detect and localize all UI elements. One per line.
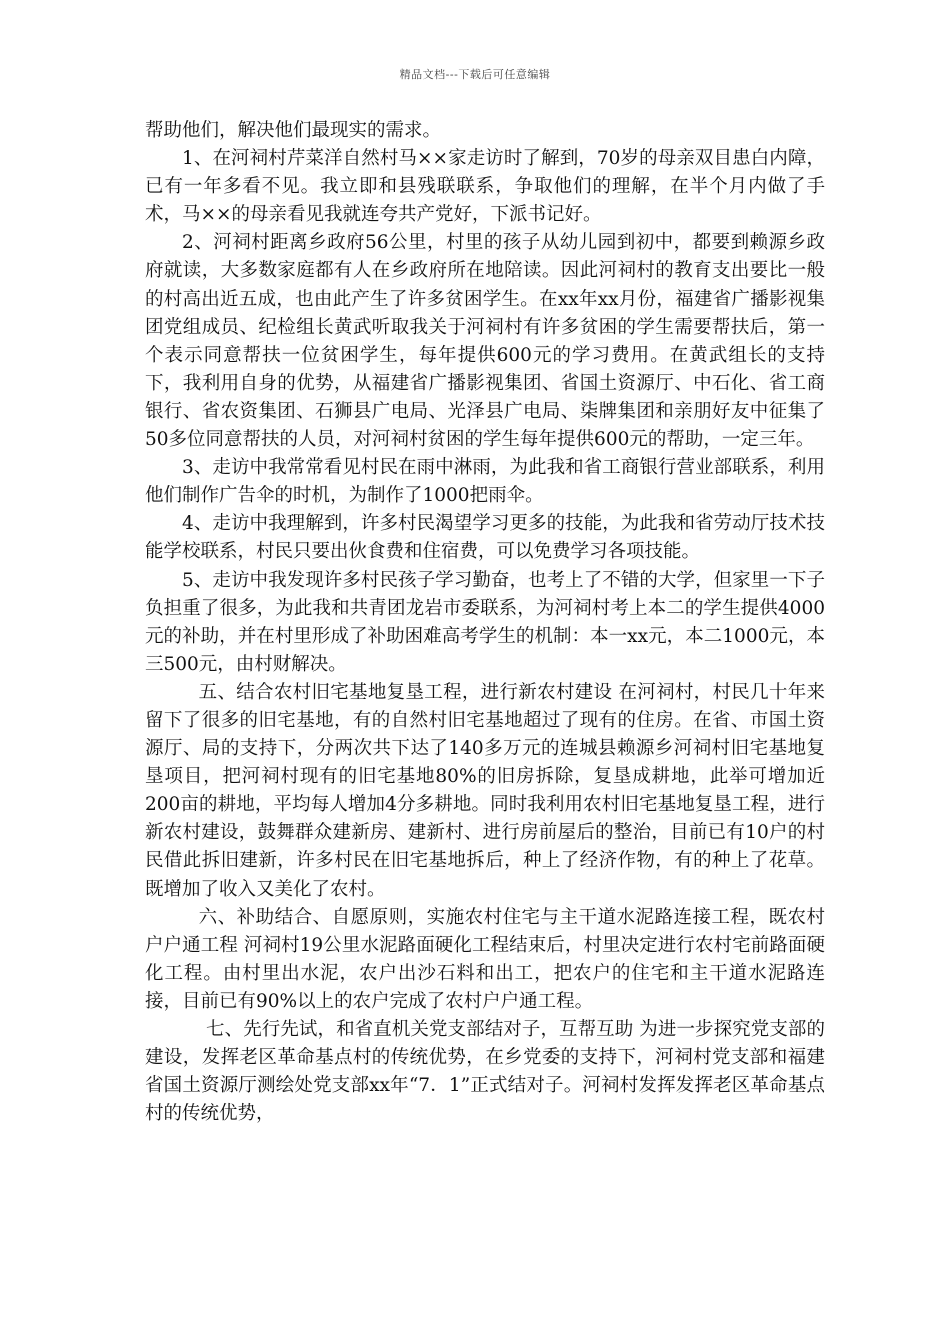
paragraph-item-4: 4、走访中我理解到，许多村民渴望学习更多的技能，为此我和省劳动厅技术技能学校联系，村民只要出伙食费和住宿费，可以免费学习各项技能。	[145, 513, 825, 563]
paragraph-item-5: 5、走访中我发现许多村民孩子学习勤奋，也考上了不错的大学，但家里一下子负担重了很多，为此我和共青团龙岩市委联系，为河祠村考上本二的学生提供4000元的补助，并在村里形成了补助困难高考学生的机制：本一xx元，本二1000元，本三500元，由村财解决。	[145, 569, 825, 675]
document-body	[145, 117, 825, 1128]
page-header: 精品文档---下载后可任意编辑	[399, 68, 551, 81]
paragraph-continuation: 帮助他们，解决他们最现实的需求。	[145, 120, 442, 141]
paragraph-item-2: 2、河祠村距离乡政府56公里，村里的孩子从幼儿园到初中，都要到赖源乡政府就读，大多数家庭都有人在乡政府所在地陪读。因此河祠村的教育支出要比一般的村高出近五成，也由此产生了许多贫困学生。在xx年xx月份，福建省广播影视集团党组成员、纪检组长黄武听取我关于河祠村有许多贫困的学生需要帮扶后，第一个表示同意帮扶一位贫困学生，每年提供600元的学习费用。在黄武组长的支持下，我利用自身的优势，从福建省广播影视集团、省国土资源厅、中石化、省工商银行、省农资集团、石狮县广电局、光泽县广电局、柒牌集团和亲朋好友中征集了50多位同意帮扶的人员，对河祠村贫困的学生每年提供600元的帮助，一定三年。	[145, 232, 825, 451]
paragraph-section-5: 五、结合农村旧宅基地复垦工程，进行新农村建设 在河祠村，村民几十年来留下了很多的旧宅基地，有的自然村旧宅基地超过了现有的住房。在省、市国土资源厅、局的支持下，分两次共下达了140多万元的连城县赖源乡河祠村旧宅基地复垦项目，把河祠村现有的旧宅基地80%的旧房拆除，复垦成耕地，此举可增加近200亩的耕地，平均每人增加4分多耕地。同时我利用农村旧宅基地复垦工程，进行新农村建设，鼓舞群众建新房、建新村、进行房前屋后的整治，目前已有10户的村民借此拆旧建新，许多村民在旧宅基地拆后，种上了经济作物，有的种上了花草。既增加了收入又美化了农村。	[145, 681, 825, 900]
paragraph-section-6: 六、补助结合、自愿原则，实施农村住宅与主干道水泥路连接工程，既农村户户通工程 河祠村19公里水泥路面硬化工程结束后，村里决定进行农村宅前路面硬化工程。由村里出水泥，农户出沙石料和出工，把农户的住宅和主干道水泥路连接，目前已有90%以上的农户完成了农村户户通工程。	[145, 906, 825, 1012]
paragraph-section-7: 七、先行先试，和省直机关党支部结对子，互帮互助 为进一步探究党支部的建设，发挥老区革命基点村的传统优势，在乡党委的支持下，河祠村党支部和福建省国土资源厅测绘处党支部xx年“7．1”正式结对子。河祠村发挥发挥老区革命基点村的传统优势，	[145, 1019, 825, 1125]
paragraph-item-1: 1、在河祠村芹菜洋自然村马××家走访时了解到，70岁的母亲双目患白内障，已有一年多看不见。我立即和县残联联系，争取他们的理解，在半个月内做了手术，马××的母亲看见我就连夸共产党好，下派书记好。	[145, 148, 825, 226]
paragraph-item-3: 3、走访中我常常看见村民在雨中淋雨，为此我和省工商银行营业部联系，利用他们制作广告伞的时机，为制作了1000把雨伞。	[145, 457, 825, 507]
